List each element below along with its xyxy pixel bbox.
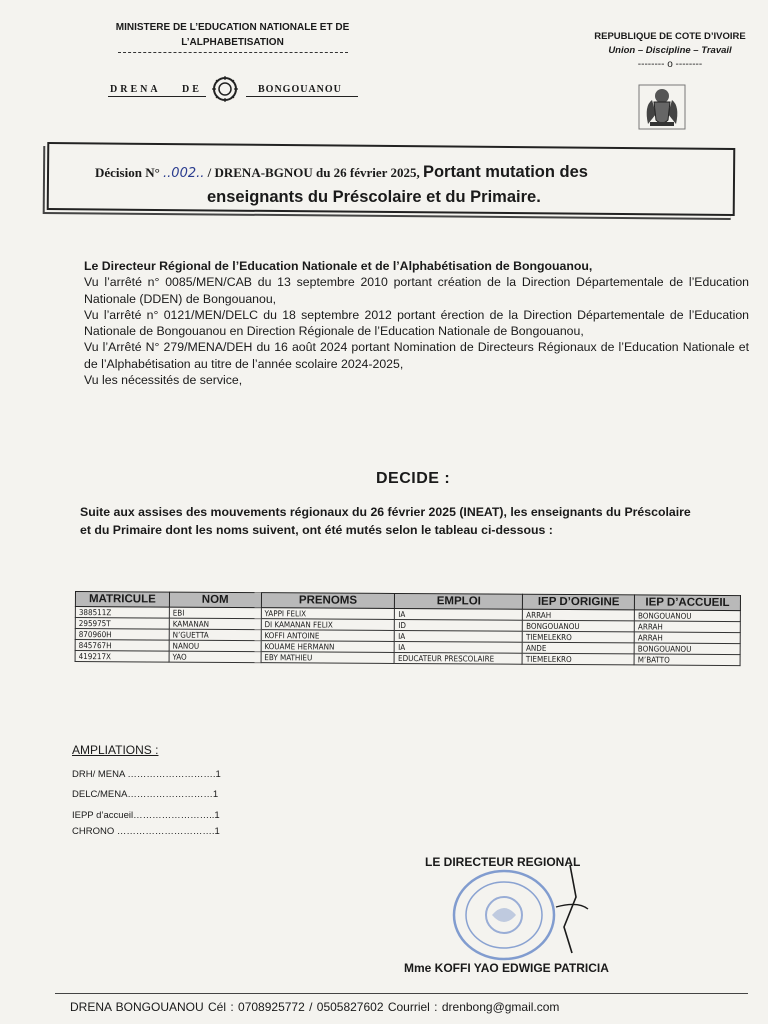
col-emploi: EMPLOI bbox=[395, 593, 523, 609]
ampliation-item: IEPP d’accueil……………………..1 bbox=[72, 810, 220, 821]
col-iep-accueil: IEP D’ACCUEIL bbox=[635, 595, 741, 611]
col-prenoms: PRENOMS bbox=[261, 593, 395, 609]
cell-prenoms: EBY MATHIEU bbox=[261, 652, 395, 664]
motto-rule: -------- o -------- bbox=[637, 59, 703, 70]
republic-title: REPUBLIQUE DE COTE D’IVOIRE bbox=[594, 31, 746, 42]
cell-iep-origine: ARRAH bbox=[523, 609, 635, 621]
official-stamp-icon bbox=[452, 857, 592, 962]
decision-object-a: Portant mutation des bbox=[422, 163, 588, 181]
transfer-table bbox=[75, 591, 741, 666]
cell-nom: EBI bbox=[169, 607, 261, 619]
cell-iep-origine: BONGOUANOU bbox=[523, 620, 635, 632]
coat-of-arms-icon bbox=[638, 84, 686, 130]
republic-motto: Union – Discipline – Travail bbox=[608, 45, 732, 56]
decision-object-b: enseignants du Préscolaire et du Primaire. bbox=[207, 188, 541, 206]
ministry-line1: MINISTERE DE L’EDUCATION NATIONALE ET DE bbox=[115, 22, 350, 33]
cell-iep-accueil: BONGOUANOU bbox=[634, 610, 740, 622]
cell-prenoms: KOFFI ANTOINE bbox=[261, 630, 395, 642]
cell-emploi: IA bbox=[395, 641, 523, 653]
cell-iep-origine: ANDE bbox=[522, 642, 634, 654]
cell-matricule: 388511Z bbox=[75, 607, 169, 619]
cell-emploi: EDUCATEUR PRESCOLAIRE bbox=[395, 652, 523, 664]
republic-header bbox=[575, 30, 765, 72]
cell-matricule: 845767H bbox=[75, 640, 169, 652]
ampliations-title: AMPLIATIONS : bbox=[72, 743, 159, 757]
col-nom: NOM bbox=[169, 592, 261, 608]
cell-emploi: ID bbox=[395, 619, 523, 631]
cell-nom: NANOU bbox=[169, 640, 261, 652]
banner-left: DRENA bbox=[110, 84, 161, 95]
cell-matricule: 295975T bbox=[75, 618, 169, 630]
decision-ref: / DRENA-BGNOU du 26 février 2025, bbox=[207, 165, 420, 180]
decision-heading bbox=[95, 163, 588, 182]
cell-prenoms: YAPPI FELIX bbox=[261, 608, 395, 620]
cell-iep-accueil: ARRAH bbox=[634, 632, 740, 644]
col-matricule: MATRICULE bbox=[75, 592, 169, 608]
ministry-header bbox=[100, 20, 365, 53]
cell-iep-accueil: M’BATTO bbox=[634, 654, 740, 666]
cell-iep-accueil: ARRAH bbox=[634, 621, 740, 633]
cell-emploi: IA bbox=[395, 630, 523, 642]
visa-3: Vu l’Arrêté N° 279/MENA/DEH du 16 août 2024 portant Nomination de Directeurs Régionaux de l’Education Nationale et de l’Alphabétisation au titre de l’année scolaire 2024-2025, bbox=[84, 340, 749, 371]
col-iep-origine: IEP D’ORIGINE bbox=[523, 594, 635, 610]
footer-contact: DRENA BONGOUANOU Cél : 0708925772 / 0505827602 Courriel : drenbong@gmail.com bbox=[70, 1000, 560, 1014]
visa-2: Vu l’arrêté n° 0121/MEN/DELC du 18 septembre 2012 portant érection de la Direction Départementale de l’Education Nationale de Bongouanou en Direction Régionale de l’Education Nationale de Bongouanou, bbox=[84, 307, 749, 339]
ministry-line2: L’ALPHABETISATION bbox=[181, 37, 284, 48]
preamble bbox=[84, 258, 749, 388]
cell-nom: KAMANAN bbox=[169, 618, 261, 630]
drena-banner bbox=[108, 76, 358, 102]
cell-prenoms: KOUAME HERMANN bbox=[261, 641, 395, 653]
preamble-title: Le Directeur Régional de l’Education Nationale et de l’Alphabétisation de Bongouanou, bbox=[84, 259, 593, 273]
signatory-title: LE DIRECTEUR REGIONAL bbox=[425, 855, 581, 869]
ampliation-item: CHRONO ………………………….1 bbox=[72, 826, 220, 837]
banner-right: BONGOUANOU bbox=[258, 84, 342, 95]
cell-matricule: 870960H bbox=[75, 629, 169, 641]
header-divider bbox=[118, 52, 348, 53]
visa-1: Vu l’arrêté n° 0085/MEN/CAB du 13 septembre 2010 portant création de la Direction Départementale de l’Education Nationale (DDEN) de Bongouanou, bbox=[84, 275, 749, 306]
cell-emploi: IA bbox=[395, 608, 523, 620]
cell-nom: N’GUETTA bbox=[169, 629, 261, 641]
emblem-icon bbox=[204, 76, 246, 102]
visa-4: Vu les nécessités de service, bbox=[84, 373, 243, 388]
banner-mid: DE bbox=[182, 84, 202, 95]
cell-nom: YAO bbox=[169, 651, 261, 663]
decide-heading: DECIDE : bbox=[376, 470, 451, 487]
footer-divider bbox=[55, 993, 748, 994]
ampliation-item: DELC/MENA………………………1 bbox=[72, 789, 219, 800]
signatory-name: Mme KOFFI YAO EDWIGE PATRICIA bbox=[404, 961, 609, 975]
decision-intro: Suite aux assises des mouvements régionaux du 26 février 2025 (INEAT), les enseignants du Préscolaire et du Primaire dont les noms suivent, ont été mutés selon le tableau ci-dessous : bbox=[80, 505, 691, 537]
cell-iep-origine: TIEMELEKRO bbox=[523, 631, 635, 643]
cell-prenoms: DI KAMANAN FELIX bbox=[261, 619, 395, 631]
cell-iep-accueil: BONGOUANOU bbox=[634, 643, 740, 655]
ampliation-item: DRH/ MENA ……………………….1 bbox=[72, 769, 221, 780]
decision-number: ..002.. bbox=[163, 166, 205, 181]
cell-matricule: 419217X bbox=[75, 651, 169, 663]
decision-prefix: Décision N° bbox=[95, 165, 160, 180]
cell-iep-origine: TIEMELEKRO bbox=[522, 653, 634, 665]
